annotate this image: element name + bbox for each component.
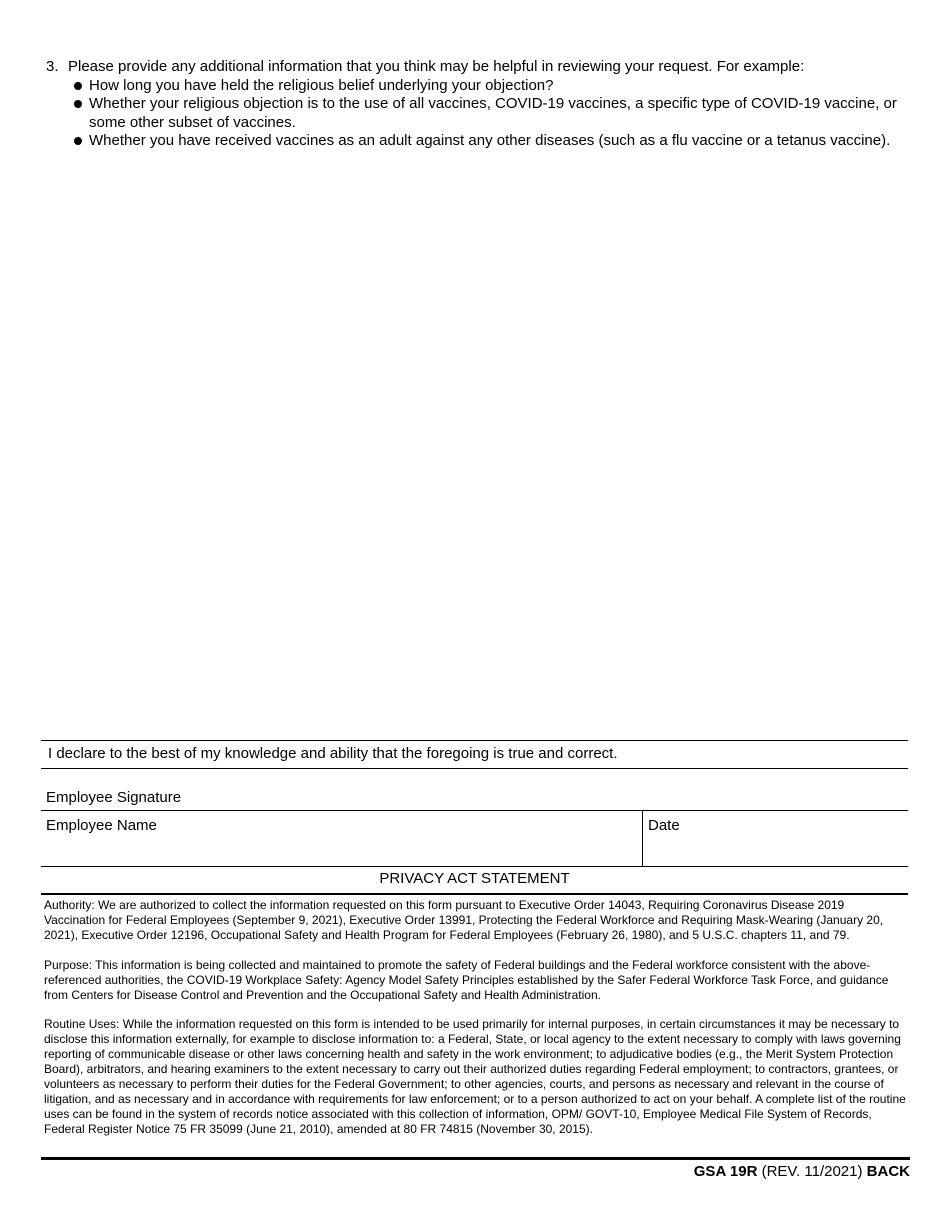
privacy-authority: Authority: We are authorized to collect the information requested on this form pursuant to Executive Order 14043, Requiring Coronavirus Disease 2019 Vaccination for Federal Employees (September 9, 2021), Executive Order 13991, Protecting the Federal Workforce and Requiring Mask-Wearing (January 20, 2021), Executive Order 12196, Occupational Safety and Health Program for Federal Employees (February 26, 1980), and 5 U.S.C. chapters 11, and 79. — [44, 898, 884, 942]
list-item: Whether you have received vaccines as an adult against any other diseases (such as a flu vaccine or a tetanus vaccine). — [68, 132, 906, 151]
employee-name-label: Employee Name — [46, 817, 157, 834]
bullet-icon — [68, 77, 89, 96]
form-footer — [694, 1163, 910, 1180]
divider — [41, 740, 908, 741]
list-item: How long you have held the religious belief underlying your objection? — [68, 77, 906, 96]
question-number: 3. — [46, 58, 59, 75]
response-area[interactable] — [41, 175, 908, 735]
form-id: GSA 19R — [693, 1163, 758, 1180]
privacy-routine-uses: Routine Uses: While the information requested on this form is intended to be used primarily for internal purposes, in certain circumstances it may be necessary to disclose this information externally, for example to disclose information to: a Federal, State, or local agency to the extent necessary to comply with laws governing reporting of communicable disease or other laws concerning health and safety in the work environment; to adjudicative bodies (e.g., the Merit System Protection Board), arbitrators, and hearing examiners to the extent necessary to carry out their authorized duties regarding Federal employment; to contractors, grantees, or volunteers as necessary to perform their duties for the Federal Government; to other agencies, courts, and persons as necessary and relevant in the course of litigation, and as necessary and in accordance with requirements for law enforcement; or to a person authorized to act on your behalf. A complete list of the routine uses can be found in the system of records notice associated with this collection of information, OPM/ GOVT-10, Employee Medical File System of Records, Federal Register Notice 75 FR 35099 (June 21, 2010), amended at 80 FR 74815 (November 30, 2015). — [44, 1017, 906, 1136]
date-label: Date — [648, 817, 680, 834]
privacy-purpose: Purpose: This information is being collected and maintained to promote the safety of Federal buildings and the Federal workforce consistent with the above-referenced authorities, the COVID-19 Workplace Safety: Agency Model Safety Principles established by the Safer Federal Workforce Task Force, and guidance from Centers for Disease Control and Prevention and the Occupational Safety and Health Administration. — [44, 958, 889, 1002]
divider — [642, 810, 643, 866]
question-prompt: Please provide any additional information that you think may be helpful in reviewing your request. For example: — [68, 58, 805, 75]
employee-name-field[interactable] — [41, 811, 641, 865]
divider — [41, 866, 908, 867]
bullet-icon — [68, 132, 89, 151]
example-list — [46, 77, 906, 151]
question-3 — [46, 58, 906, 151]
privacy-act-title: PRIVACY ACT STATEMENT — [379, 870, 570, 887]
bullet-icon — [68, 95, 89, 132]
divider — [41, 1157, 910, 1160]
divider — [41, 893, 908, 895]
declaration-statement: I declare to the best of my knowledge and ability that the foregoing is true and correct. — [48, 745, 618, 762]
employee-signature-field[interactable] — [41, 769, 908, 809]
date-field[interactable] — [644, 811, 908, 865]
form-revision: (REV. 11/2021) — [761, 1163, 863, 1180]
list-item: Whether your religious objection is to the use of all vaccines, COVID-19 vaccines, a specific type of COVID-19 vaccine, or some other subset of vaccines. — [68, 95, 906, 132]
page-side: BACK — [866, 1163, 910, 1180]
employee-signature-label: Employee Signature — [46, 789, 182, 806]
